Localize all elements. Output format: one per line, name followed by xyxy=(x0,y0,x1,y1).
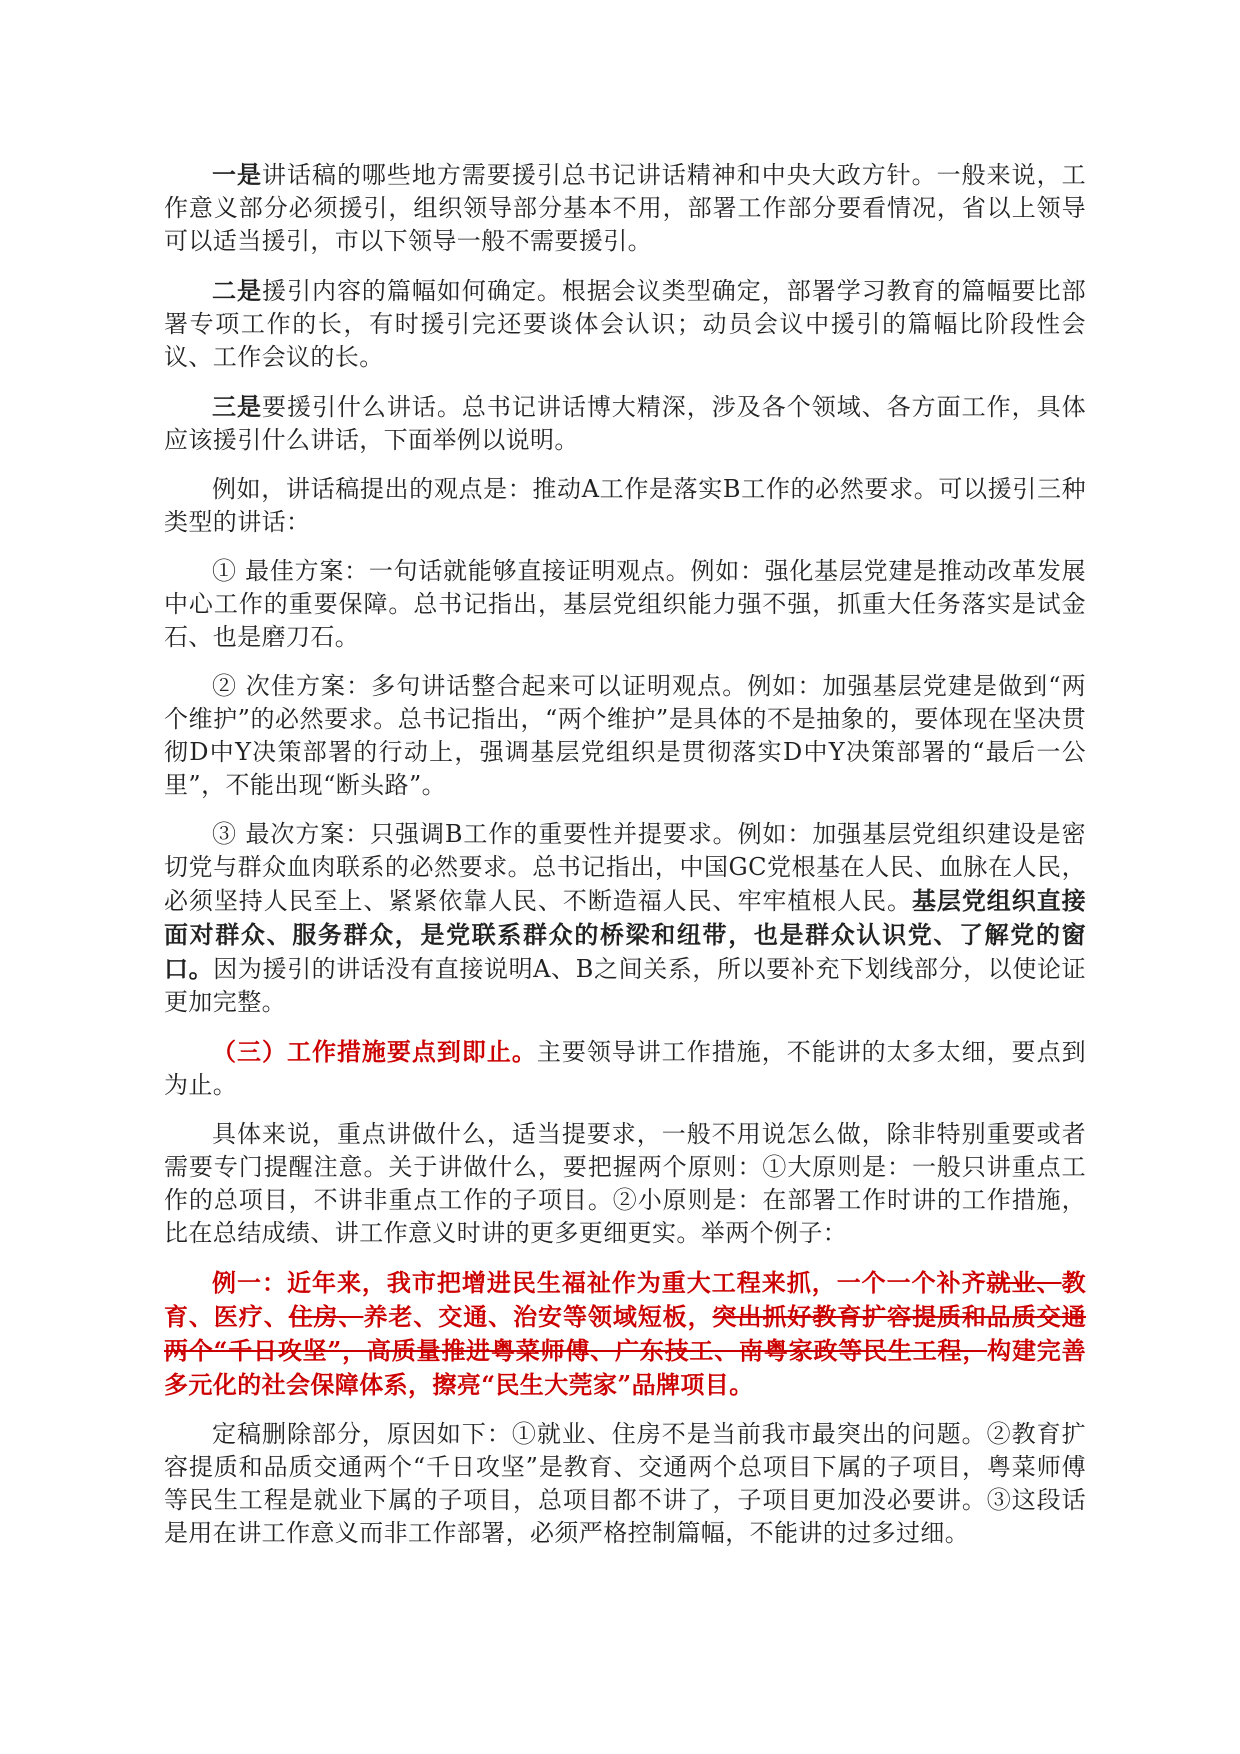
paragraph-section-three xyxy=(164,1035,1086,1102)
example-one-part3: 养老、交通、治安等领域短板， xyxy=(363,1302,713,1331)
point-one-lead: 一是 xyxy=(212,160,262,189)
paragraph-worst-plan xyxy=(164,818,1086,1019)
example-one-deleted-1: 就业、 xyxy=(986,1268,1062,1297)
second-plan-text: ② 次佳方案：多句讲话整合起来可以证明观点。例如：加强基层党建是做到“两个维护”的必然要求。总书记指出，“两个维护”是具体的不是抽象的，要体现在坚决贯彻D中Y决策部署的行动上，强调基层党组织是贯彻落实D中Y决策部署的“最后一公里”，不能出现“断头路”。 xyxy=(164,672,1086,799)
principles-text: 具体来说，重点讲做什么，适当提要求，一般不用说怎么做，除非特别重要或者需要专门提醒注意。关于讲做什么，要把握两个原则：①大原则是：一般只讲重点工作的总项目，不讲非重点工作的子项目。②小原则是：在部署工作时讲的工作措施，比在总结成绩、讲工作意义时讲的更多更细更实。举两个例子： xyxy=(164,1120,1086,1247)
example-one-deleted-3: 突出抓好教育扩容提质和品质交通两个“千日攻坚”，高质量推进粤菜师傅、广东技工、南粤家政等民生工程， xyxy=(164,1302,1087,1365)
paragraph-point-two xyxy=(164,274,1086,374)
example-one-part4: 构建完善多元化的社会保障体系，擦亮“民生大莞家”品牌项目。 xyxy=(164,1336,1086,1399)
point-one-text: 讲话稿的哪些地方需要援引总书记讲话精神和中央大政方针。一般来说，工作意义部分必须援引，组织领导部分基本不用，部署工作部分要看情况，省以上领导可以适当援引，市以下领导一般不需要援引。 xyxy=(164,161,1086,255)
example-one-part1: 例一：近年来，我市把增进民生福祉作为重大工程来抓，一个一个补齐 xyxy=(212,1268,987,1297)
point-two-text: 援引内容的篇幅如何确定。根据会议类型确定，部署学习教育的篇幅要比部署专项工作的长，有时援引完还要谈体会认识；动员会议中援引的篇幅比阶段性会议、工作会议的长。 xyxy=(164,277,1086,371)
point-three-lead: 三是 xyxy=(212,392,262,421)
paragraph-example-intro xyxy=(164,473,1086,539)
best-plan-text: ① 最佳方案：一句话就能够直接证明观点。例如：强化基层党建是推动改革发展中心工作的重要保障。总书记指出，基层党组织能力强不强，抓重大任务落实是试金石、也是磨刀石。 xyxy=(164,557,1086,651)
deletion-reasons-text: 定稿删除部分，原因如下：①就业、住房不是当前我市最突出的问题。②教育扩容提质和品质交通两个“千日攻坚”是教育、交通两个总项目下属的子项目，粤菜师傅等民生工程是就业下属的子项目，总项目都不讲了，子项目更加没必要讲。③这段话是用在讲工作意义而非工作部署，必须严格控制篇幅，不能讲的过多过细。 xyxy=(164,1420,1086,1547)
paragraph-example-one xyxy=(164,1266,1086,1402)
point-three-text: 要援引什么讲话。总书记讲话博大精深，涉及各个领域、各方面工作，具体应该援引什么讲话，下面举例以说明。 xyxy=(164,393,1086,454)
worst-plan-text: ③ 最次方案：只强调B工作的重要性并提要求。例如：加强基层党组织建设是密切党与群众血肉联系的必然要求。总书记指出，中国GC党根基在人民、血脉在人民，必须坚持人民至上、紧紧依靠人民、不断造福人民、牢牢植根人民。 xyxy=(164,820,1086,915)
document-page xyxy=(164,158,1086,1566)
example-intro-text: 例如，讲话稿提出的观点是：推动A工作是落实B工作的必然要求。可以援引三种类型的讲话： xyxy=(164,475,1086,536)
section-three-text: 主要领导讲工作措施，不能讲的太多太细，要点到为止。 xyxy=(164,1038,1086,1099)
paragraph-deletion-reasons xyxy=(164,1418,1086,1550)
paragraph-point-one xyxy=(164,158,1086,258)
example-one-part2: 教育、医疗、 xyxy=(164,1268,1086,1331)
paragraph-point-three xyxy=(164,390,1086,457)
paragraph-best-plan xyxy=(164,555,1086,654)
worst-plan-explanation: 因为援引的讲话没有直接说明A、B之间关系，所以要补充下划线部分，以使论证更加完整。 xyxy=(164,955,1086,1016)
paragraph-principles xyxy=(164,1118,1086,1250)
example-one-deleted-2: 住房、 xyxy=(288,1302,364,1331)
worst-plan-bold-supplement: 基层党组织直接面对群众、服务群众，是党联系群众的桥梁和纽带，也是群众认识党、了解党的窗口。 xyxy=(164,886,1086,983)
paragraph-second-plan xyxy=(164,670,1086,802)
point-two-lead: 二是 xyxy=(212,276,262,305)
section-three-heading: （三）工作措施要点到即止。 xyxy=(212,1037,537,1066)
